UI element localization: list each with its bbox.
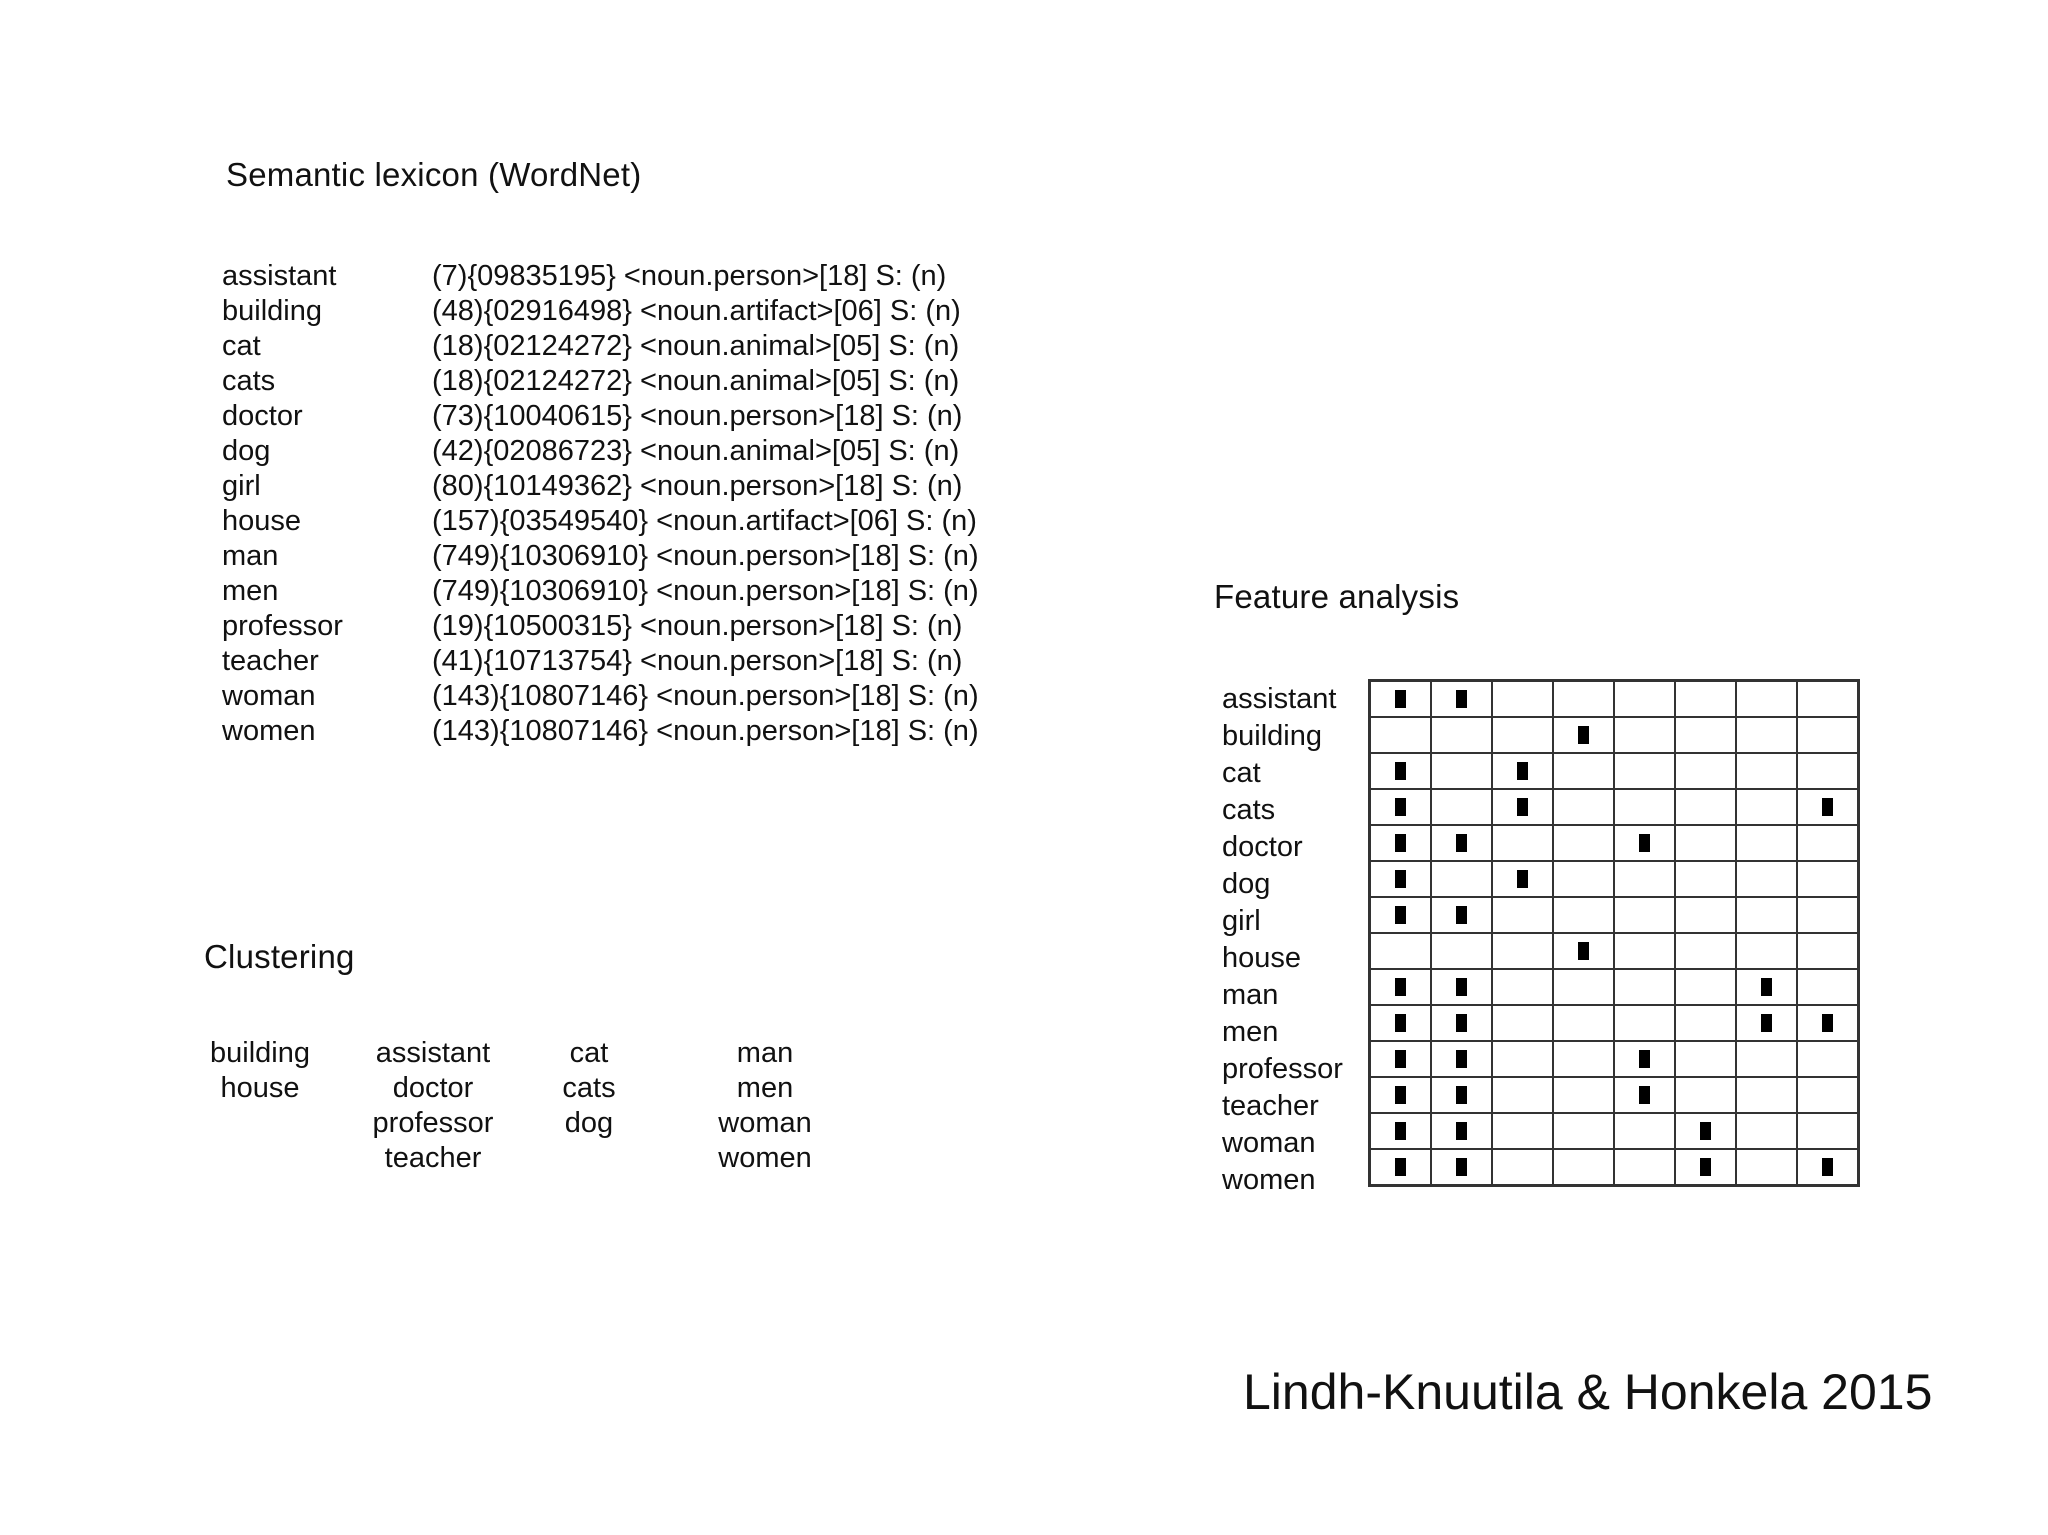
feature-mark bbox=[1395, 1086, 1406, 1104]
feature-row-label: men bbox=[1222, 1016, 1279, 1048]
feature-row bbox=[1370, 861, 1859, 897]
cluster-word: dog bbox=[564, 1107, 614, 1139]
lexicon-title: Semantic lexicon (WordNet) bbox=[226, 156, 642, 193]
lexicon-info: (18){02124272} <noun.animal>[05] S: (n) bbox=[432, 365, 960, 397]
feature-cell bbox=[1797, 825, 1859, 861]
feature-mark bbox=[1517, 762, 1528, 780]
feature-row bbox=[1370, 1005, 1859, 1041]
feature-cell bbox=[1553, 1077, 1614, 1113]
feature-cell bbox=[1736, 861, 1797, 897]
feature-row-label: cats bbox=[1222, 794, 1276, 826]
feature-mark bbox=[1517, 798, 1528, 816]
lexicon-word: dog bbox=[222, 435, 271, 467]
feature-cell bbox=[1736, 933, 1797, 969]
lexicon-row bbox=[222, 644, 979, 679]
feature-row bbox=[1370, 1041, 1859, 1077]
feature-cell bbox=[1675, 1077, 1736, 1113]
lexicon-row bbox=[222, 469, 979, 504]
feature-row-label: woman bbox=[1222, 1127, 1316, 1159]
feature-cell bbox=[1553, 861, 1614, 897]
feature-cell bbox=[1736, 1149, 1797, 1186]
feature-mark bbox=[1517, 870, 1528, 888]
lexicon-word: house bbox=[222, 505, 302, 537]
feature-mark bbox=[1395, 762, 1406, 780]
feature-cell bbox=[1736, 897, 1797, 933]
feature-cell bbox=[1797, 897, 1859, 933]
cluster-group bbox=[718, 1036, 812, 1176]
cluster-group bbox=[210, 1036, 310, 1106]
lexicon-row bbox=[222, 539, 979, 574]
feature-cell bbox=[1553, 933, 1614, 969]
feature-cell bbox=[1614, 1113, 1675, 1149]
feature-cell bbox=[1797, 969, 1859, 1005]
feature-cell bbox=[1370, 933, 1432, 969]
feature-mark bbox=[1822, 798, 1833, 816]
feature-mark bbox=[1395, 834, 1406, 852]
feature-mark bbox=[1456, 1122, 1467, 1140]
feature-cell bbox=[1675, 717, 1736, 753]
feature-cell bbox=[1553, 753, 1614, 789]
feature-cell bbox=[1370, 861, 1432, 897]
lexicon-info: (749){10306910} <noun.person>[18] S: (n) bbox=[432, 575, 979, 607]
feature-row bbox=[1370, 717, 1859, 753]
feature-cell bbox=[1797, 717, 1859, 753]
feature-cell bbox=[1553, 1149, 1614, 1186]
feature-grid bbox=[1368, 679, 1860, 1187]
feature-cell bbox=[1797, 1113, 1859, 1149]
feature-row-label: girl bbox=[1222, 905, 1261, 937]
feature-row bbox=[1370, 1149, 1859, 1186]
feature-cell bbox=[1553, 1113, 1614, 1149]
cluster-word: cat bbox=[569, 1037, 609, 1069]
feature-cell bbox=[1370, 969, 1432, 1005]
lexicon-row bbox=[222, 399, 979, 434]
cluster-word: building bbox=[210, 1037, 310, 1069]
lexicon-word: cats bbox=[222, 365, 276, 397]
lexicon-row bbox=[222, 609, 979, 644]
feature-row bbox=[1370, 969, 1859, 1005]
feature-cell bbox=[1431, 681, 1492, 718]
lexicon-info: (143){10807146} <noun.person>[18] S: (n) bbox=[432, 715, 979, 747]
feature-cell bbox=[1614, 1077, 1675, 1113]
cluster-word: house bbox=[220, 1072, 300, 1104]
feature-cell bbox=[1614, 1149, 1675, 1186]
feature-cell bbox=[1431, 753, 1492, 789]
feature-cell bbox=[1370, 1113, 1432, 1149]
lexicon-row bbox=[222, 714, 979, 749]
cluster-word: doctor bbox=[392, 1072, 474, 1104]
lexicon-info: (42){02086723} <noun.animal>[05] S: (n) bbox=[432, 435, 960, 467]
feature-cell bbox=[1553, 1041, 1614, 1077]
feature-mark bbox=[1700, 1158, 1711, 1176]
feature-mark bbox=[1761, 978, 1772, 996]
feature-cell bbox=[1553, 897, 1614, 933]
feature-cell bbox=[1492, 1113, 1553, 1149]
feature-row-label: cat bbox=[1222, 757, 1261, 789]
lexicon-row bbox=[222, 504, 979, 539]
cluster-word: professor bbox=[372, 1107, 494, 1139]
lexicon-info: (48){02916498} <noun.artifact>[06] S: (n) bbox=[432, 295, 961, 327]
feature-cell bbox=[1675, 969, 1736, 1005]
feature-cell bbox=[1736, 753, 1797, 789]
feature-row bbox=[1370, 681, 1859, 718]
feature-cell bbox=[1431, 1113, 1492, 1149]
feature-row bbox=[1370, 825, 1859, 861]
lexicon-word: women bbox=[222, 715, 316, 747]
lexicon-word: girl bbox=[222, 470, 261, 502]
feature-mark bbox=[1456, 1086, 1467, 1104]
feature-cell bbox=[1614, 789, 1675, 825]
lexicon-info: (73){10040615} <noun.person>[18] S: (n) bbox=[432, 400, 963, 432]
feature-cell bbox=[1797, 861, 1859, 897]
feature-cell bbox=[1675, 681, 1736, 718]
feature-cell bbox=[1492, 861, 1553, 897]
feature-mark bbox=[1395, 1014, 1406, 1032]
feature-row bbox=[1370, 753, 1859, 789]
feature-mark bbox=[1395, 690, 1406, 708]
feature-mark bbox=[1456, 690, 1467, 708]
feature-mark bbox=[1395, 978, 1406, 996]
lexicon-row bbox=[222, 329, 979, 364]
lexicon-word: woman bbox=[222, 680, 316, 712]
lexicon-info: (157){03549540} <noun.artifact>[06] S: (n) bbox=[432, 505, 977, 537]
feature-cell bbox=[1492, 1005, 1553, 1041]
feature-cell bbox=[1797, 1041, 1859, 1077]
lexicon-row bbox=[222, 574, 979, 609]
feature-cell bbox=[1370, 1005, 1432, 1041]
feature-cell bbox=[1675, 753, 1736, 789]
feature-row-label: women bbox=[1222, 1164, 1316, 1196]
feature-cell bbox=[1614, 825, 1675, 861]
feature-mark bbox=[1456, 906, 1467, 924]
feature-cell bbox=[1675, 789, 1736, 825]
feature-mark bbox=[1639, 1050, 1650, 1068]
feature-cell bbox=[1431, 717, 1492, 753]
feature-row-label: doctor bbox=[1222, 831, 1303, 863]
feature-mark bbox=[1395, 1050, 1406, 1068]
lexicon-word: building bbox=[222, 295, 322, 327]
feature-mark bbox=[1578, 942, 1589, 960]
cluster-group bbox=[562, 1036, 615, 1141]
feature-mark bbox=[1456, 1014, 1467, 1032]
cluster-word: women bbox=[718, 1142, 812, 1174]
feature-cell bbox=[1797, 1005, 1859, 1041]
cluster-word: teacher bbox=[384, 1142, 482, 1174]
feature-cell bbox=[1675, 933, 1736, 969]
feature-cell bbox=[1492, 969, 1553, 1005]
cluster-word: woman bbox=[718, 1107, 812, 1139]
feature-cell bbox=[1675, 897, 1736, 933]
feature-cell bbox=[1492, 717, 1553, 753]
feature-cell bbox=[1797, 933, 1859, 969]
lexicon-word: doctor bbox=[222, 400, 303, 432]
lexicon-row bbox=[222, 259, 979, 294]
feature-cell bbox=[1431, 789, 1492, 825]
feature-row-label: professor bbox=[1222, 1053, 1343, 1085]
feature-cell bbox=[1797, 681, 1859, 718]
feature-mark bbox=[1395, 1158, 1406, 1176]
feature-mark bbox=[1395, 870, 1406, 888]
feature-cell bbox=[1553, 789, 1614, 825]
clustering-title: Clustering bbox=[204, 938, 355, 975]
feature-cell bbox=[1736, 681, 1797, 718]
feature-cell bbox=[1431, 1041, 1492, 1077]
feature-row-label: assistant bbox=[1222, 683, 1337, 715]
feature-cell bbox=[1614, 897, 1675, 933]
feature-row bbox=[1370, 933, 1859, 969]
feature-mark bbox=[1395, 1122, 1406, 1140]
feature-row-label: dog bbox=[1222, 868, 1271, 900]
feature-cell bbox=[1431, 1149, 1492, 1186]
feature-cell bbox=[1736, 1077, 1797, 1113]
cluster-word: cats bbox=[562, 1072, 616, 1104]
feature-cell bbox=[1614, 681, 1675, 718]
lexicon-info: (749){10306910} <noun.person>[18] S: (n) bbox=[432, 540, 979, 572]
feature-cell bbox=[1492, 681, 1553, 718]
lexicon-info: (7){09835195} <noun.person>[18] S: (n) bbox=[432, 260, 947, 292]
cluster-group bbox=[373, 1036, 494, 1176]
cluster-word: assistant bbox=[375, 1037, 491, 1069]
feature-cell bbox=[1370, 825, 1432, 861]
feature-mark bbox=[1822, 1158, 1833, 1176]
feature-cell bbox=[1492, 897, 1553, 933]
feature-mark bbox=[1395, 906, 1406, 924]
cluster-word: man bbox=[736, 1037, 794, 1069]
feature-cell bbox=[1492, 1077, 1553, 1113]
feature-row bbox=[1370, 897, 1859, 933]
feature-cell bbox=[1675, 1113, 1736, 1149]
feature-cell bbox=[1614, 861, 1675, 897]
lexicon-word: professor bbox=[222, 610, 343, 642]
feature-cell bbox=[1553, 825, 1614, 861]
feature-cell bbox=[1614, 969, 1675, 1005]
feature-cell bbox=[1736, 1113, 1797, 1149]
feature-row-label: house bbox=[1222, 942, 1302, 974]
feature-row bbox=[1370, 789, 1859, 825]
feature-row-label: teacher bbox=[1222, 1090, 1319, 1122]
feature-cell bbox=[1675, 1005, 1736, 1041]
feature-cell bbox=[1370, 897, 1432, 933]
feature-row-label: building bbox=[1222, 720, 1322, 752]
feature-cell bbox=[1431, 897, 1492, 933]
feature-cell bbox=[1675, 861, 1736, 897]
feature-row bbox=[1370, 1113, 1859, 1149]
feature-cell bbox=[1675, 1041, 1736, 1077]
cluster-word: men bbox=[736, 1072, 794, 1104]
feature-cell bbox=[1553, 681, 1614, 718]
feature-cell bbox=[1370, 1041, 1432, 1077]
lexicon-info: (80){10149362} <noun.person>[18] S: (n) bbox=[432, 470, 963, 502]
feature-cell bbox=[1431, 1005, 1492, 1041]
feature-mark bbox=[1456, 1158, 1467, 1176]
feature-cell bbox=[1736, 789, 1797, 825]
lexicon-info: (143){10807146} <noun.person>[18] S: (n) bbox=[432, 680, 979, 712]
feature-cell bbox=[1370, 1077, 1432, 1113]
lexicon-row bbox=[222, 434, 979, 469]
feature-cell bbox=[1736, 717, 1797, 753]
feature-cell bbox=[1675, 1149, 1736, 1186]
feature-mark bbox=[1456, 978, 1467, 996]
lexicon-info: (19){10500315} <noun.person>[18] S: (n) bbox=[432, 610, 963, 642]
feature-cell bbox=[1614, 1005, 1675, 1041]
lexicon-table bbox=[222, 259, 979, 749]
feature-cell bbox=[1431, 969, 1492, 1005]
feature-cell bbox=[1492, 1041, 1553, 1077]
feature-cell bbox=[1614, 933, 1675, 969]
feature-cell bbox=[1553, 717, 1614, 753]
feature-cell bbox=[1431, 861, 1492, 897]
feature-cell bbox=[1736, 1041, 1797, 1077]
feature-cell bbox=[1431, 933, 1492, 969]
feature-word-list bbox=[1222, 681, 1343, 1199]
feature-cell bbox=[1736, 825, 1797, 861]
feature-mark bbox=[1639, 834, 1650, 852]
feature-cell bbox=[1614, 1041, 1675, 1077]
feature-cell bbox=[1370, 717, 1432, 753]
lexicon-word: teacher bbox=[222, 645, 319, 677]
lexicon-info: (41){10713754} <noun.person>[18] S: (n) bbox=[432, 645, 963, 677]
feature-cell bbox=[1492, 789, 1553, 825]
feature-cell bbox=[1797, 1149, 1859, 1186]
feature-cell bbox=[1736, 969, 1797, 1005]
feature-cell bbox=[1675, 825, 1736, 861]
lexicon-row bbox=[222, 364, 979, 399]
feature-cell bbox=[1370, 1149, 1432, 1186]
feature-cell bbox=[1431, 1077, 1492, 1113]
feature-mark bbox=[1761, 1014, 1772, 1032]
feature-cell bbox=[1431, 825, 1492, 861]
feature-mark bbox=[1395, 798, 1406, 816]
feature-cell bbox=[1553, 1005, 1614, 1041]
feature-mark bbox=[1456, 1050, 1467, 1068]
lexicon-word: men bbox=[222, 575, 279, 607]
feature-cell bbox=[1553, 969, 1614, 1005]
feature-mark bbox=[1456, 834, 1467, 852]
lexicon-word: cat bbox=[222, 330, 261, 362]
feature-row bbox=[1370, 1077, 1859, 1113]
lexicon-row bbox=[222, 294, 979, 329]
lexicon-word: man bbox=[222, 540, 279, 572]
feature-cell bbox=[1370, 753, 1432, 789]
citation: Lindh-Knuutila & Honkela 2015 bbox=[1243, 1364, 1933, 1420]
feature-cell bbox=[1492, 1149, 1553, 1186]
feature-cell bbox=[1370, 681, 1432, 718]
feature-cell bbox=[1797, 1077, 1859, 1113]
feature-analysis-title: Feature analysis bbox=[1214, 578, 1460, 615]
feature-cell bbox=[1614, 753, 1675, 789]
feature-cell bbox=[1492, 933, 1553, 969]
feature-mark bbox=[1822, 1014, 1833, 1032]
feature-cell bbox=[1370, 789, 1432, 825]
feature-cell bbox=[1797, 753, 1859, 789]
feature-mark bbox=[1639, 1086, 1650, 1104]
lexicon-info: (18){02124272} <noun.animal>[05] S: (n) bbox=[432, 330, 960, 362]
feature-cell bbox=[1492, 825, 1553, 861]
feature-mark bbox=[1578, 726, 1589, 744]
feature-cell bbox=[1614, 717, 1675, 753]
feature-cell bbox=[1736, 1005, 1797, 1041]
lexicon-row bbox=[222, 679, 979, 714]
feature-mark bbox=[1700, 1122, 1711, 1140]
feature-cell bbox=[1797, 789, 1859, 825]
feature-cell bbox=[1492, 753, 1553, 789]
lexicon-word: assistant bbox=[222, 260, 337, 292]
feature-row-label: man bbox=[1222, 979, 1279, 1011]
